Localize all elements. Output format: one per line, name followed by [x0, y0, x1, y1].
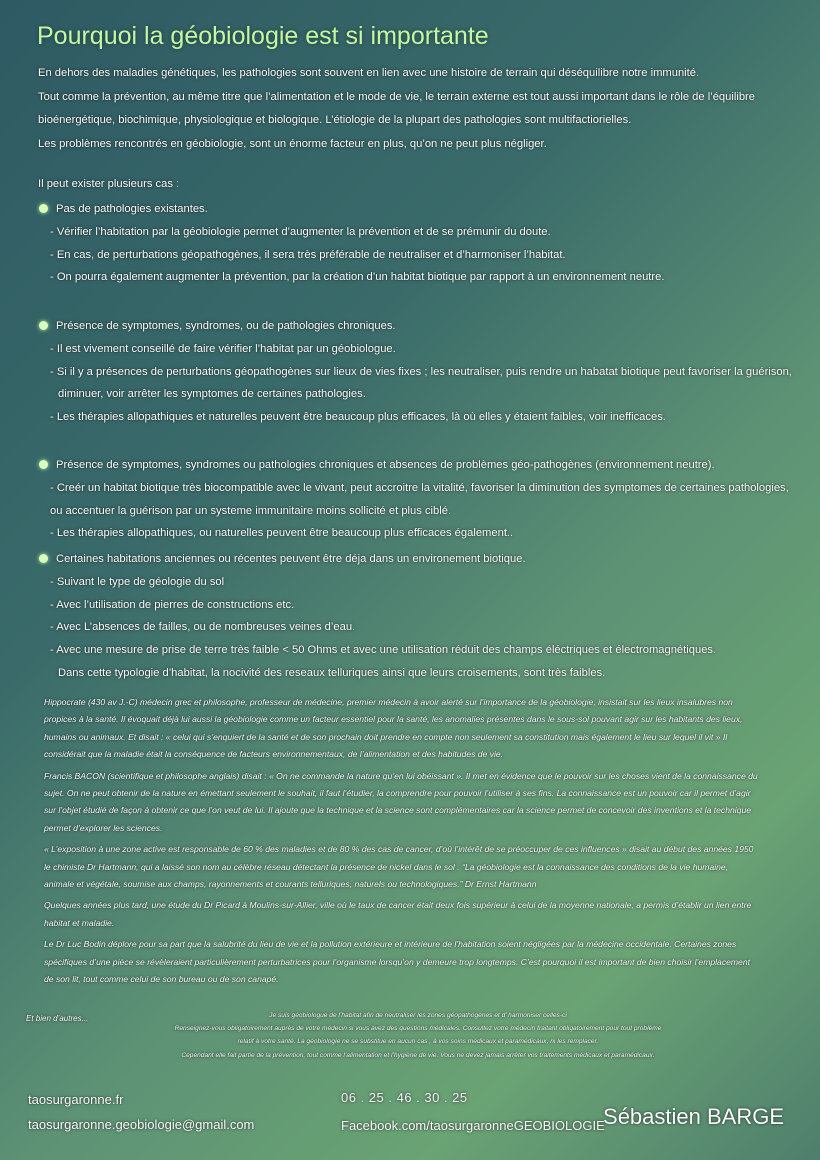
case-item: - Les thérapies allopathiques et naturelles peuvent être beaucoup plus efficaces, là où elles y étaient faibles, voir inefficaces. — [50, 411, 666, 424]
case-item: Dans cette typologie d’habitat, la nocivité des reseaux telluriques ainsi que leurs croisements, sont très faibles. — [58, 666, 606, 679]
quote-picard: Quelques années plus tard, une étude du Dr Picard à Moulins-sur-Allier, ville où le taux de cancer était deux fois supérieur à celui de la moyenne nationale, a permis d’établir un lien entre habitat et maladie. — [44, 900, 752, 928]
case-item: - Avec une mesure de prise de terre très faible < 50 Ohms et avec une utilisation réduit des champs éléctriques et électromagnétiques. — [50, 644, 717, 657]
case-4-heading: Certaines habitations anciennes ou récentes peuvent être déja dans un environement biotique. — [38, 548, 798, 571]
case-item: - Avec L’absences de failles, ou de nombreuses veines d’eau. — [50, 621, 356, 634]
case-item: - Vérifier l’habitation par la géobiologie permet d’augmenter la prévention et de se prémunir du doute. — [50, 225, 551, 238]
case-2-heading: Présence de symptomes, syndromes, ou de pathologies chroniques. — [38, 315, 798, 338]
intro-line: bioénergétique, biochimique, physiologique et biologique. L’étiologie de la plupart des pathologies sont multifactiorielles. — [38, 114, 632, 126]
disclaimer-line: Renseignez-vous obligatoirement auprès de votre médecin si vous avez des questions médicales. Consultez votre médecin traitant obligatoirement pour tout problème — [174, 1025, 662, 1033]
case-item: - On pourra également augmenter la prévention, par la création d’un habitat biotique par rapport à un environnement neutre. — [50, 271, 665, 284]
intro-line: Tout comme la prévention, au même titre que l’alimentation et le mode de vie, le terrain externe est tout aussi important dans le rôle de l’équilibre — [38, 90, 755, 103]
case-item: diminuer, voir arrêter les symptomes de certaines pathologies. — [58, 388, 366, 401]
case-item: - Creér un habitat biotique très biocompatible avec le vivant, peut accroitre la vitalité, favoriser la diminution des symptomes de certaines pathologies, — [50, 481, 789, 494]
et-bien-dautres: Et bien d’autres... — [26, 1014, 89, 1023]
email-link[interactable]: taosurgaronne.geobiologie@gmail.com — [28, 1117, 255, 1132]
case-1-heading: Pas de pathologies existantes. — [38, 198, 798, 221]
cases-title: Il peut exister plusieurs cas : — [38, 178, 180, 190]
case-item: - En cas, de perturbations géopathogènes, il sera très préférable de neutraliser et d’harmoniser l’habitat. — [50, 248, 566, 261]
quote-hartmann: « L’exposition à une zone active est responsable de 60 % des maladies et de 80 % des cas de cancer, d’où l’intérêt de se préoccuper de ces influences » disait au début des années 1950 le chimiste Dr Hartmann, qui a laissé son nom au célèbre réseau détectant la présence de nickel dans le sol . “La géobiologie est la connaissance des conditions de la vie humaine, animale et végétale, soumise aux champs, rayonnements et courants telluriques, naturels ou technologiques.” Dr Ernst Hartmann — [44, 844, 754, 890]
disclaimer — [118, 1009, 718, 1062]
disclaimer-line: Je suis géobiologue de l’habitat afin de neutraliser les zones géopathogènes et d’ harmoniser celles-ci — [269, 1012, 567, 1019]
website-link[interactable]: taosurgaronne.fr — [28, 1092, 124, 1107]
case-3 — [38, 454, 798, 545]
facebook-link[interactable]: Facebook.com/taosurgaronneGEOBIOLOGIE — [341, 1118, 605, 1133]
intro-line: Les problèmes rencontrés en géobiologie, sont un énorme facteur en plus, qu’on ne peut plus négliger. — [38, 137, 547, 150]
case-item: - Avec l’utilisation de pierres de constructions etc. — [50, 598, 295, 611]
case-item: - Les thérapies allopathiques, ou naturelles peuvent être beaucoup plus efficaces également.. — [50, 527, 514, 540]
page-title: Pourquoi la géobiologie est si importante — [37, 22, 489, 50]
case-3-heading: Présence de symptomes, syndromes ou pathologies chroniques et absences de problèmes géo-pathogènes (environnement neutre). — [38, 454, 798, 477]
case-item: ou accentuer la guérison par un systeme immunitaire moins sollicité et plus ciblé. — [50, 504, 452, 517]
intro-paragraph — [38, 62, 798, 156]
quotes-section — [44, 694, 759, 993]
quote-bodin: Le Dr Luc Bodin déplore pour sa part que la salubrité du lieu de vie et la pollution extérieure et intérieure de l’habitation soient négligées par la médecine occidentale. Certaines zones spécifiques d’une pièce se révèleraient particulièrement perturbatrices pour l’organisme lorsqu’on y demeure trop longtemps. C’est pourquoi il est important de bien choisir l’emplacement de son lit, tout comme celui de son bureau ou de son canapé. — [44, 939, 751, 985]
quote-bacon: Francis BACON (scientifique et philosophe anglais) disait : « On ne commande la nature qu’en lui obéissant ». Il met en évidence que le pouvoir sur les choses vient de la connaissance du sujet. On ne peut obtenir de la nature en émettant seulement le souhait, il faut l’étudier, la comprendre pour pouvoir l’utiliser à ses fins. La connaissance est un pouvoir car il permet d’agir sur l’objet étudié de façon à obtenir ce que l’on veut de lui. Il ajoute que la technique et la science sont complémentaires car la science permet de concevoir des inventions et la technique permet d’explorer les sciences. — [44, 770, 758, 833]
case-item: - Si il y a présences de perturbations géopathogènes sur lieux de vies fixes ; les neutraliser, puis rendre un habatat biotique peut favoriser la guérison, — [50, 365, 792, 378]
disclaimer-line: relatif à votre santé. La géobiologie ne se substitue en aucun cas , à vos soins médicaux et paramédicaux, ni les remplacer. — [237, 1038, 599, 1046]
phone-number[interactable]: 06 . 25 . 46 . 30 . 25 — [341, 1090, 468, 1105]
case-4 — [38, 548, 798, 685]
case-2 — [38, 315, 798, 429]
quote-hippocrate: Hippocrate (430 av J.-C) médecin grec et philosophe, professeur de médecine, premier médecin à avoir alerté sur l’importance de la géobiologie, insistait sur les lieux insalubres non propices à la santé. Il évoquait déjà lui aussi la géobiologie comme un facteur essentiel pour la santé, les anomalies présentes dans le sous-sol pouvant agir sur les habitants des lieux, humains ou animaux. Et disait : « celui qui s’enquiert de la santé et de son prochain doit prendre en compte non seulement sa constitution mais également le lieu sur lequel il vit » Il considérait que la maladie était la conséquence de facteurs environnementaux, de l’alimentation et des habitudes de vie. — [44, 697, 743, 760]
case-item: - Il est vivement conseillé de faire vérifier l’habitat par un géobiologue. — [50, 342, 396, 355]
author-name: Sébastien BARGE — [603, 1104, 784, 1129]
disclaimer-line: Cependant elle fait partie de la prévention, tout comme l’alimentation et l’hygiène de vie. Vous ne devez jamais arrêter vos traitements médicaux et paramédicaux. — [181, 1051, 655, 1059]
intro-line: En dehors des maladies génétiques, les pathologies sont souvent en lien avec une histoire de terrain qui déséquilibre notre immunité. — [38, 67, 700, 79]
case-1 — [38, 198, 798, 289]
case-item: - Suivant le type de géologie du sol — [50, 575, 225, 588]
